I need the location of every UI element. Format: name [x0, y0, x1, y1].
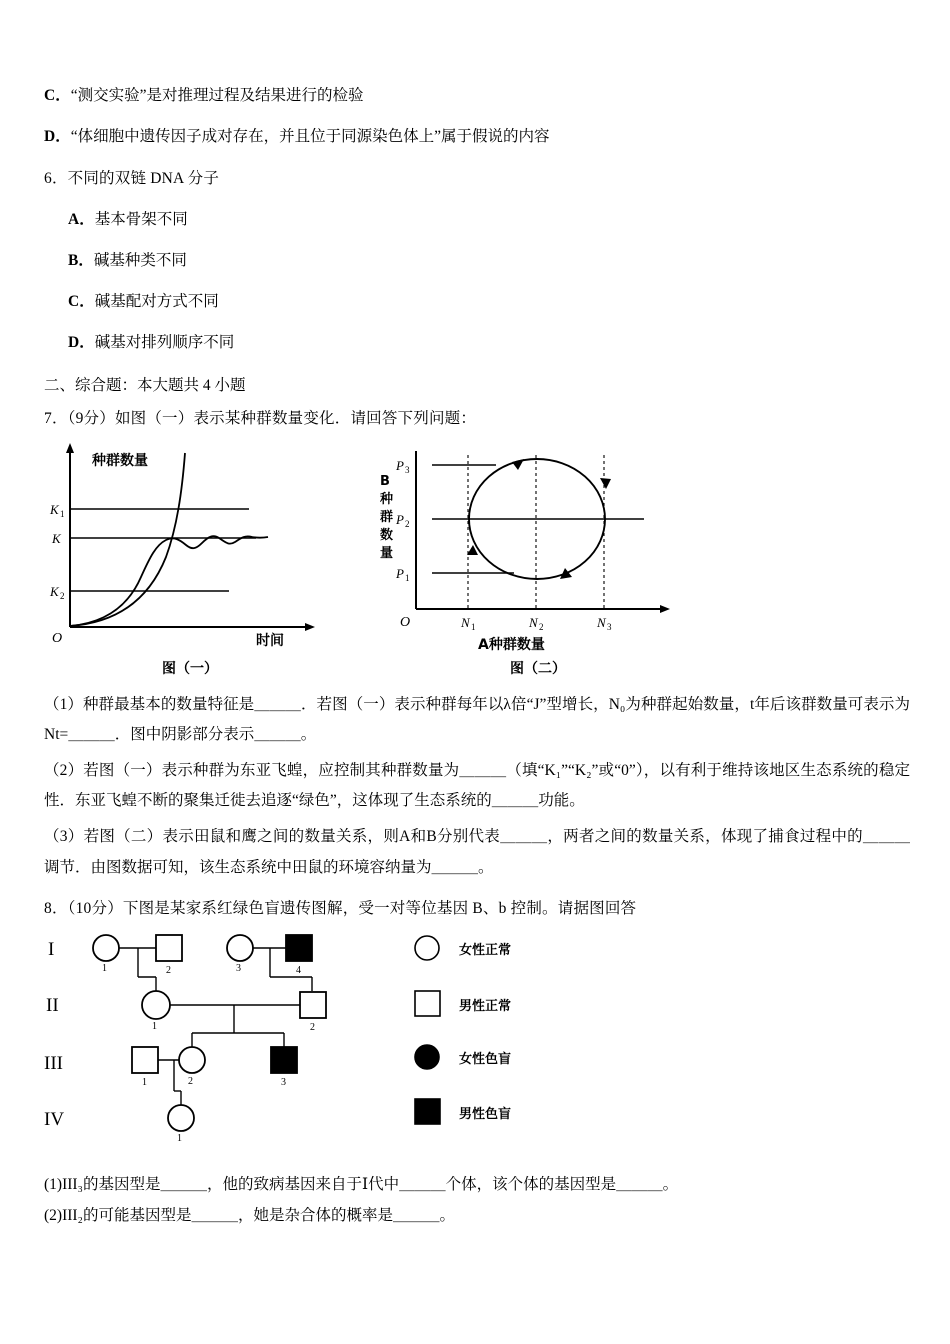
option-text: 基本骨架不同 [94, 210, 188, 228]
question-6-stem: 6．不同的双链 DNA 分子 [44, 169, 220, 187]
pedigree-figure [44, 929, 910, 1159]
svg-text:IV: IV [44, 1108, 65, 1130]
svg-text:P: P [396, 511, 404, 527]
svg-text:数: 数 [380, 527, 394, 543]
svg-text:III: III [44, 1052, 63, 1074]
svg-text:1: 1 [60, 508, 65, 519]
svg-text:3: 3 [607, 621, 612, 632]
svg-text:O: O [52, 630, 63, 646]
figure-two [379, 451, 670, 677]
option-label: B． [68, 251, 94, 269]
document-content [44, 84, 910, 1231]
svg-text:3: 3 [405, 464, 410, 475]
option-text: “体细胞中遗传因子成对存在，并且位于同源染色体上”属于假说的内容 [70, 128, 550, 146]
svg-text:P: P [396, 565, 404, 581]
svg-text:2: 2 [166, 964, 171, 976]
svg-text:量: 量 [380, 545, 394, 561]
svg-text:P: P [396, 457, 404, 473]
question-7-figures [44, 437, 910, 682]
option-c-top [44, 84, 910, 107]
svg-text:1: 1 [405, 572, 410, 583]
figures-svg [44, 437, 910, 682]
q6-option-d [44, 331, 910, 354]
section-2-title: 二、综合题：本大题共 4 小题 [44, 376, 246, 394]
question-8-part-2: (2)III₂的可能基因型是＿＿＿，她是杂合体的概率是＿＿＿。 [44, 1206, 455, 1224]
svg-text:1: 1 [142, 1076, 147, 1088]
svg-text:K: K [50, 501, 59, 517]
svg-text:II: II [46, 994, 59, 1016]
option-text: 碱基配对方式不同 [94, 293, 219, 311]
option-label: D． [44, 128, 71, 146]
q6-option-b [44, 249, 910, 272]
svg-text:2: 2 [188, 1075, 193, 1087]
svg-text:2: 2 [405, 518, 410, 529]
question-7-part-3: （3）若图（二）表示田鼠和鹰之间的数量关系，则A和B分别代表＿＿＿，两者之间的数量关系，体现了捕食过程中的＿＿＿调节．由图数据可知，该生态系统中田鼠的环境容纳量为＿＿＿。 [44, 828, 910, 876]
svg-text:O: O [400, 614, 411, 630]
svg-text:N: N [597, 614, 606, 630]
svg-text:群: 群 [380, 509, 394, 525]
svg-text:K: K [52, 530, 61, 546]
svg-text:2: 2 [539, 621, 544, 632]
svg-text:图（一）: 图（一） [162, 660, 218, 677]
option-label: D． [68, 334, 95, 352]
svg-text:图（二）: 图（二） [510, 660, 566, 677]
svg-text:N: N [461, 614, 470, 630]
option-label: A． [68, 210, 95, 228]
question-8-part-1: (1)III₃的基因型是＿＿＿，他的致病基因来自于Ⅰ代中＿＿＿个体，该个体的基因型是＿＿＿。 [44, 1175, 679, 1193]
svg-text:1: 1 [177, 1132, 182, 1144]
svg-text:N: N [529, 614, 538, 630]
svg-text:时间: 时间 [256, 632, 284, 649]
option-label: C． [44, 87, 71, 104]
svg-text:女性正常: 女性正常 [459, 942, 512, 958]
svg-text:女性色盲: 女性色盲 [459, 1051, 512, 1067]
svg-text:1: 1 [471, 621, 476, 632]
svg-text:男性色盲: 男性色盲 [459, 1106, 512, 1122]
svg-text:2: 2 [310, 1021, 315, 1033]
pedigree-legend [415, 936, 511, 1124]
svg-text:种群数量: 种群数量 [92, 452, 148, 469]
svg-text:4: 4 [296, 964, 301, 976]
question-7-part-2: （2）若图（一）表示种群为东亚飞蝗，应控制其种群数量为＿＿＿（填“K₁”“K₂”或“0”），以有利于维持该地区生态系统的稳定性．东亚飞蝗不断的聚集迁徙去追逐“绿色”，这体现了生态系统的＿＿＿功能。 [44, 761, 910, 810]
svg-text:2: 2 [60, 590, 65, 601]
option-d-top [44, 125, 910, 148]
svg-text:B: B [380, 473, 390, 489]
question-8-stem: 8．（10分）下图是某家系红绿色盲遗传图解，受一对等位基因 B、b 控制。请据图回答 [44, 899, 637, 917]
svg-text:种: 种 [380, 491, 394, 507]
pedigree-svg [44, 929, 910, 1159]
q6-option-a [44, 208, 910, 231]
svg-text:K: K [50, 583, 59, 599]
svg-text:1: 1 [152, 1020, 157, 1032]
svg-text:I: I [48, 938, 55, 960]
question-7-part-1: （1）种群最基本的数量特征是＿＿＿．若图（一）表示种群每年以λ倍“J”型增长，N₀为种群起始数量，t年后该群数量可表示为Nt=＿＿＿．图中阴影部分表示＿＿＿。 [44, 695, 910, 743]
figure-one [49, 443, 315, 677]
option-label: C． [68, 293, 95, 311]
svg-text:1: 1 [102, 962, 107, 974]
option-text: 碱基对排列顺序不同 [94, 334, 235, 352]
q6-option-c [44, 290, 910, 313]
option-text: 碱基种类不同 [93, 251, 187, 269]
option-text: “测交实验”是对推理过程及结果进行的检验 [70, 87, 364, 104]
svg-text:3: 3 [281, 1076, 286, 1088]
svg-text:3: 3 [236, 962, 241, 974]
svg-text:男性正常: 男性正常 [459, 998, 512, 1014]
question-7-stem: 7．（9分）如图（一）表示某种群数量变化．请回答下列问题： [44, 409, 477, 427]
svg-text:A种群数量: A种群数量 [478, 636, 545, 653]
